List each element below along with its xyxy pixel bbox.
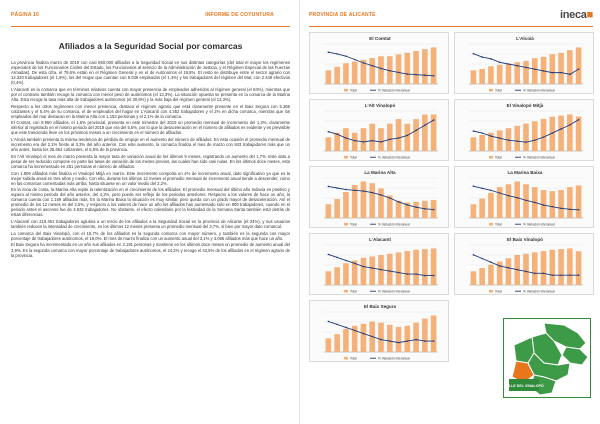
chart-bar	[422, 249, 428, 285]
chart-point	[473, 130, 475, 132]
chart-bar	[396, 252, 402, 285]
legend-total-swatch	[489, 89, 493, 92]
chart-point	[336, 257, 338, 259]
chart-bar	[506, 184, 512, 218]
chart-point	[481, 187, 483, 189]
right-header	[309, 5, 593, 27]
chart-point	[345, 327, 347, 329]
chart-bar	[497, 187, 503, 218]
chart-point	[525, 67, 527, 69]
chart-point	[415, 339, 417, 341]
chart-panel	[309, 300, 449, 362]
chart-point	[336, 187, 338, 189]
paragraph: Con 1.809 afiliados más finaliza el Vinalopó Mitjà en marzo. Este incremento comporta un 4% de incremento anual, dato significativo ya que es la mejor subida anual en tres años y medio. Con ello, durante los últimos 12 meses el promedio mensual de incremento anual tiende a descender, como en las comarcas comentadas más arriba, hasta situarse en un valor medio del 2,2%.	[11, 170, 290, 186]
page-number: PÁGINA 10	[11, 11, 40, 18]
brand-dot-icon: ■	[586, 8, 593, 21]
legend-var-label: % Variación interanual	[523, 222, 555, 227]
chart-point	[433, 340, 435, 342]
chart-point	[490, 135, 492, 137]
chart-bar	[413, 51, 419, 84]
chart-point	[336, 324, 338, 326]
paragraph: En l'Alt Vinalopó el mes de marzo presenta la mayor tasa de variación anual de los últimos 9 meses, registrando un aumento del 1,7%. Este dato a pesar de ser reducido compone en parte las tasas de variación de los meses previos, las cuales han sido casi nulas. En los últimos doce meses, esta comarca ha incrementado en 251 personas el número de afiliados.	[11, 153, 290, 169]
chart-bar	[343, 263, 349, 285]
chart-bar	[497, 65, 503, 84]
chart-point	[578, 274, 580, 276]
chart-point	[415, 206, 417, 208]
chart-point	[389, 139, 391, 141]
chart-point	[398, 137, 400, 139]
chart-panel	[454, 32, 594, 94]
chart-bar	[413, 202, 419, 218]
chart-point	[525, 200, 527, 202]
report-name: INFORME DE COYUNTURA	[205, 11, 274, 18]
chart-bar	[387, 124, 393, 151]
paragraph: L'Alacantí es la comarca que en términos relativos cuenta con mayor presencia de empleados adheridos al régimen general (el 84%), mientras que por el contrario también recoge la comarca con menor peso de autónomos (el 13,3%). La situación opuesta se presenta en la comarca de la Marina Alta. Esta recoge la tasa más alta de trabajadores autónomos (el 30,6%) y la más baja del régimen general (el 13,3%).	[11, 86, 290, 102]
chart-point	[560, 72, 562, 74]
chart-point	[578, 68, 580, 70]
chart-point	[328, 51, 330, 53]
chart-point	[534, 68, 536, 70]
paragraph: La provincia finaliza marzo de 2019 con casi 650.000 afiliados a la Seguridad Social en sus distintas categorías (del total el mayor los regímenes especiales de los Funcionarios Civiles del Estado, los Funcionarios al servicio de la Administración de Justicia, y el Régimen Especial de las Fuerzas Armadas). De esta cifra, el 79,6% están en el Régimen General y en el de Autónomos el 19,8%. El resto se distribuye entre el sector agrario con 12.320 trabajadores (el 1,9%), los del Hogar que cuentan con 9.039 empleados (el 1,4%) y los trabajadores del régimen del Mar, con 2.449 efectivos (0,4%).	[11, 60, 290, 86]
chart-bar	[334, 67, 340, 84]
chart-point	[415, 74, 417, 76]
legend-var-label: % Variación interanual	[378, 289, 410, 294]
left-header	[11, 5, 290, 27]
chart-point	[398, 201, 400, 203]
chart-bar	[550, 250, 556, 285]
chart-svg	[455, 234, 594, 295]
legend-total-label: Total	[350, 356, 357, 361]
legend-var-label: % Variación interanual	[378, 88, 410, 93]
chart-bar	[479, 135, 485, 151]
chart-bar	[514, 181, 520, 218]
chart-point	[578, 209, 580, 211]
chart-point	[380, 68, 382, 70]
chart-bar	[471, 70, 477, 84]
chart-bar	[396, 54, 402, 84]
chart-point	[380, 194, 382, 196]
chart-bar	[387, 325, 393, 352]
chart-bar	[506, 258, 512, 285]
chart-point	[380, 141, 382, 143]
chart-point	[407, 273, 409, 275]
chart-bar	[567, 114, 573, 151]
chart-bar	[369, 256, 375, 285]
chart-point	[552, 274, 554, 276]
legend-total-swatch	[344, 290, 348, 293]
chart-bar	[550, 54, 556, 84]
chart-point	[354, 263, 356, 265]
chart-bar	[514, 126, 520, 151]
chart-bar	[326, 70, 332, 84]
chart-title: La Marina Baixa	[507, 170, 543, 175]
chart-point	[473, 185, 475, 187]
chart-point	[534, 139, 536, 141]
chart-point	[336, 53, 338, 55]
chart-bar	[334, 199, 340, 218]
chart-point	[345, 189, 347, 191]
chart-bar	[405, 124, 411, 151]
chart-bar	[387, 254, 393, 285]
chart-bar	[567, 248, 573, 285]
chart-point	[398, 272, 400, 274]
chart-bar	[378, 188, 384, 218]
chart-bar	[378, 128, 384, 151]
chart-point	[389, 340, 391, 342]
paragraph: El Baix Segura ha incrementado en un año sus afiliados en 2.191 personas y mantiene en los últimos doce meses un promedio de aumento anual del 3,9%. Es la segunda comarca con mayor porcentaje de trabajadores autónomos, el 24,2% y recoge el 43,5% de los afiliados en el régimen agrario de la provincia.	[11, 242, 290, 258]
chart-bar	[326, 338, 332, 352]
chart-point	[543, 136, 545, 138]
chart-bar	[369, 183, 375, 218]
legend-total-swatch	[344, 357, 348, 360]
legend-total-label: Total	[350, 222, 357, 227]
chart-bar	[532, 58, 538, 84]
chart-bar	[558, 53, 564, 84]
chart-point	[424, 340, 426, 342]
chart-bar	[334, 267, 340, 285]
chart-point	[380, 269, 382, 271]
chart-point	[508, 267, 510, 269]
chart-bar	[361, 181, 367, 218]
chart-point	[525, 271, 527, 273]
chart-bar	[326, 271, 332, 285]
chart-point	[560, 274, 562, 276]
chart-point	[508, 139, 510, 141]
chart-point	[389, 270, 391, 272]
chart-point	[363, 333, 365, 335]
chart-bar	[405, 251, 411, 285]
chart-point	[499, 137, 501, 139]
chart-bar	[343, 63, 349, 84]
chart-point	[328, 131, 330, 133]
chart-title: El Baix Segura	[363, 304, 397, 309]
chart-bar	[541, 251, 547, 285]
chart-bar	[576, 185, 582, 218]
charts-grid	[309, 32, 593, 362]
chart-point	[516, 197, 518, 199]
chart-point	[433, 275, 435, 277]
chart-bar	[558, 190, 564, 218]
legend-total-swatch	[344, 156, 348, 159]
chart-point	[481, 56, 483, 58]
province-map	[503, 318, 591, 398]
chart-bar	[523, 254, 529, 285]
chart-svg	[310, 167, 449, 228]
chart-panel	[309, 99, 449, 161]
chart-panel	[309, 233, 449, 295]
legend-total-label: Total	[350, 155, 357, 160]
legend-total-swatch	[489, 290, 493, 293]
chart-bar	[378, 56, 384, 84]
chart-point	[508, 195, 510, 197]
chart-panel	[309, 166, 449, 228]
chart-bar	[497, 130, 503, 151]
legend-total-label: Total	[350, 88, 357, 93]
chart-bar	[413, 250, 419, 285]
chart-point	[490, 190, 492, 192]
chart-bar	[343, 329, 349, 352]
chart-point	[569, 209, 571, 211]
chart-point	[336, 133, 338, 135]
chart-bar	[352, 133, 358, 151]
chart-point	[398, 72, 400, 74]
chart-point	[481, 132, 483, 134]
chart-point	[354, 330, 356, 332]
chart-svg	[310, 301, 449, 362]
legend-total-swatch	[344, 223, 348, 226]
chart-bar	[326, 137, 332, 151]
chart-bar	[413, 119, 419, 151]
paragraph: En la zona de costa, la Marina Alta repite la ralentización en el crecimiento de los afiliados. El promedio mensual del último año todavía es positivo y supera al mismo periodo del año anterior, del 4,2%, pero puede ser reflejo de los periodos anteriores. Respecto a los valores de hace un año, la comarca cuenta con 1.169 afiliados más. En la Marina Baixa la situación es muy similar, pero queda con un grado mayor de desaceleración. Así el promedio de los 12 meses es del 2,5%, y respecto a los valores de hace un año los afiliados han aumentado solo en 909 trabajadores, cuando en el periodo antes el ascenso fue de 3.632 trabajadores. No obstante, el efecto calendario por la festividad de la Semana Santa también está detrás de estas diferencias.	[11, 187, 290, 218]
chart-bar	[479, 69, 485, 84]
chart-svg	[310, 33, 449, 94]
chart-point	[424, 124, 426, 126]
chart-point	[363, 62, 365, 64]
chart-point	[552, 132, 554, 134]
chart-point	[490, 261, 492, 263]
legend-var-label: % Variación interanual	[378, 155, 410, 160]
chart-point	[534, 202, 536, 204]
chart-bar	[471, 271, 477, 285]
chart-bar	[413, 323, 419, 352]
chart-bar	[422, 115, 428, 151]
chart-bar	[523, 61, 529, 84]
chart-bar	[541, 119, 547, 151]
chart-svg	[455, 100, 594, 161]
chart-point	[371, 192, 373, 194]
chart-point	[424, 74, 426, 76]
chart-bar	[361, 258, 367, 285]
chart-point	[560, 207, 562, 209]
chart-point	[345, 137, 347, 139]
chart-point	[499, 192, 501, 194]
chart-bar	[479, 199, 485, 218]
chart-point	[499, 61, 501, 63]
chart-bar	[334, 334, 340, 352]
legend-var-label: % Variación interanual	[378, 356, 410, 361]
chart-bar	[523, 124, 529, 151]
chart-bar	[422, 49, 428, 84]
chart-point	[407, 204, 409, 206]
chart-point	[490, 58, 492, 60]
chart-bar	[558, 116, 564, 151]
chart-point	[516, 269, 518, 271]
chart-point	[328, 186, 330, 188]
chart-bar	[567, 187, 573, 218]
chart-point	[552, 72, 554, 74]
legend-var-label: % Variación interanual	[523, 289, 555, 294]
chart-bar	[479, 268, 485, 285]
chart-point	[534, 273, 536, 275]
chart-bar	[576, 117, 582, 151]
chart-bar	[343, 128, 349, 151]
chart-title: El Comtat	[369, 36, 391, 41]
chart-point	[371, 140, 373, 142]
chart-point	[389, 197, 391, 199]
chart-bar	[361, 324, 367, 352]
legend-total-swatch	[489, 223, 493, 226]
chart-point	[569, 74, 571, 76]
chart-point	[354, 190, 356, 192]
chart-point	[433, 119, 435, 121]
chart-bar	[396, 327, 402, 352]
chart-point	[363, 190, 365, 192]
right-page	[300, 0, 600, 424]
chart-title: El Baix Vinalopó	[507, 237, 543, 242]
chart-point	[380, 339, 382, 341]
chart-bar	[431, 47, 437, 84]
chart-point	[407, 73, 409, 75]
paragraph: L'Alacantí con 219.461 trabajadores aglutina a un tercio de los afiliados a la Seguridad Social en la provincia de Alicante (el 34%), y sus usuarios también reducen la intensidad de crecimiento, en los últimos 12 meses presenta un promedio mensual del 3,7%, si bien por mayor dato comarcal.	[11, 219, 290, 230]
legend-total-label: Total	[495, 155, 502, 160]
chart-point	[473, 254, 475, 256]
paragraph: La comarca del Baix Vinalopó, con el 15,7% de los afiliados es la segunda comarca con mayor número, y también es la segunda con mayor porcentaje de trabajadores autónomos, el 19,0%. El mes de marzo finaliza con un aumento anual del 3,1% y 3.066 afiliados más que hace un año.	[11, 230, 290, 241]
legend-total-swatch	[489, 156, 493, 159]
chart-point	[569, 124, 571, 126]
chart-point	[371, 336, 373, 338]
chart-bar	[471, 137, 477, 151]
chart-bar	[576, 47, 582, 84]
chart-point	[389, 70, 391, 72]
chart-title: L'Alacantí	[369, 237, 391, 242]
chart-point	[424, 275, 426, 277]
chart-point	[516, 65, 518, 67]
chart-bar	[369, 58, 375, 84]
chart-point	[578, 119, 580, 121]
chart-bar	[378, 323, 384, 352]
chart-bar	[431, 248, 437, 285]
legend-total-label: Total	[495, 222, 502, 227]
chart-panel	[454, 166, 594, 228]
legend-var-label: % Variación interanual	[523, 155, 555, 160]
region-name: PROVINCIA DE ALICANTE	[309, 11, 376, 18]
chart-bar	[422, 319, 428, 352]
chart-point	[424, 208, 426, 210]
chart-bar	[532, 252, 538, 285]
chart-point	[499, 265, 501, 267]
chart-svg	[310, 100, 449, 161]
chart-point	[433, 75, 435, 77]
chart-bar	[361, 128, 367, 151]
chart-point	[345, 55, 347, 57]
ineca-logo	[560, 9, 593, 21]
chart-point	[473, 53, 475, 55]
chart-bar	[558, 249, 564, 285]
legend-var-label: % Variación interanual	[378, 222, 410, 227]
chart-point	[543, 273, 545, 275]
chart-point	[508, 63, 510, 65]
paragraph: El Comtat, con 9.950 afiliados, el 1,5% provincial, presenta en este trimestre del 2019 un promedio mensual de incremento del 1,3%, claramente inferior al registrado en el mismo periodo del 2018 que era del 5,5%, por lo que la desaceleración en el número de afiliados es evidente y es previsible que este trascienda lleve en los próximos meses a un crecimiento en el número de afiliados.	[11, 120, 290, 136]
chart-panel	[454, 233, 594, 295]
chart-point	[371, 65, 373, 67]
chart-panel	[454, 99, 594, 161]
chart-bar	[343, 192, 349, 218]
chart-bar	[550, 191, 556, 218]
chart-point	[407, 135, 409, 137]
legend-total-swatch	[344, 89, 348, 92]
legend-total-label: Total	[495, 88, 502, 93]
chart-point	[481, 258, 483, 260]
chart-title: El Vinalopó Mitjà	[506, 103, 544, 108]
chart-point	[560, 128, 562, 130]
chart-bar	[471, 204, 477, 218]
chart-point	[398, 342, 400, 344]
chart-bar	[488, 66, 494, 84]
chart-point	[525, 141, 527, 143]
map-label: VALLE DEL VINALOPÓ	[504, 384, 544, 388]
chart-bar	[576, 251, 582, 285]
chart-point	[433, 209, 435, 211]
paragraph: Respecto a los otros regímenes con menor presencia, destaca el régimen agrario que está claramente presente en el Baix Segura con 5.365 cotizantes y el 5,4% de su comarca, el de empleados del hogar en L'Alacantí con 4.352 trabajadores y el 2% en dicha comarca, mientras que los empleados del mar destacan en la Marina Alta con 1.153 personas y el 2,1% de la comarca.	[11, 103, 290, 119]
map-svg	[504, 319, 591, 398]
legend-total-label: Total	[350, 289, 357, 294]
chart-point	[363, 266, 365, 268]
map-comarca-east	[562, 347, 588, 365]
article-body	[11, 60, 290, 258]
chart-panel	[309, 32, 449, 94]
chart-bar	[326, 204, 332, 218]
chart-point	[569, 274, 571, 276]
chart-bar	[396, 201, 402, 218]
brand-text: ineca	[560, 8, 587, 21]
chart-bar	[405, 326, 411, 352]
chart-title: L'Alcoià	[516, 36, 534, 41]
article-title: Afiliados a la Seguridad Social por comarcas	[58, 41, 243, 51]
chart-svg	[310, 234, 449, 295]
chart-point	[552, 206, 554, 208]
chart-point	[354, 140, 356, 142]
chart-point	[363, 141, 365, 143]
chart-bar	[369, 124, 375, 151]
chart-bar	[506, 64, 512, 84]
chart-bar	[431, 315, 437, 352]
chart-bar	[488, 265, 494, 285]
chart-point	[415, 130, 417, 132]
legend-var-label: % Variación interanual	[523, 88, 555, 93]
chart-point	[328, 254, 330, 256]
legend-total-label: Total	[495, 289, 502, 294]
chart-point	[543, 70, 545, 72]
chart-point	[543, 204, 545, 206]
chart-bar	[541, 190, 547, 218]
chart-point	[345, 260, 347, 262]
chart-bar	[488, 193, 494, 218]
paragraph: L'Alcoià también presenta la misma tendencia de pérdida de empuje en el aumento del número de afiliados. En esta ocasión el promedio mensual de incremento era del 2,1% frente al 3,3% del año anterior. Con este aumento, la comarca finaliza el mes de marzo con 843 trabajadores más que un año antes, hasta los 35.652 cotizantes, el 5,5% de la provincia.	[11, 137, 290, 153]
chart-bar	[405, 53, 411, 84]
chart-bar	[567, 50, 573, 84]
chart-bar	[396, 119, 402, 151]
chart-title: La Marina Alta	[364, 170, 396, 175]
chart-svg	[455, 33, 594, 94]
chart-point	[371, 267, 373, 269]
chart-point	[516, 140, 518, 142]
chart-bar	[532, 121, 538, 151]
chart-point	[407, 340, 409, 342]
chart-point	[354, 59, 356, 61]
chart-svg	[455, 167, 594, 228]
chart-title: L'Alt Vinalopó	[364, 103, 396, 108]
chart-point	[328, 321, 330, 323]
chart-point	[415, 273, 417, 275]
chart-bar	[352, 61, 358, 84]
